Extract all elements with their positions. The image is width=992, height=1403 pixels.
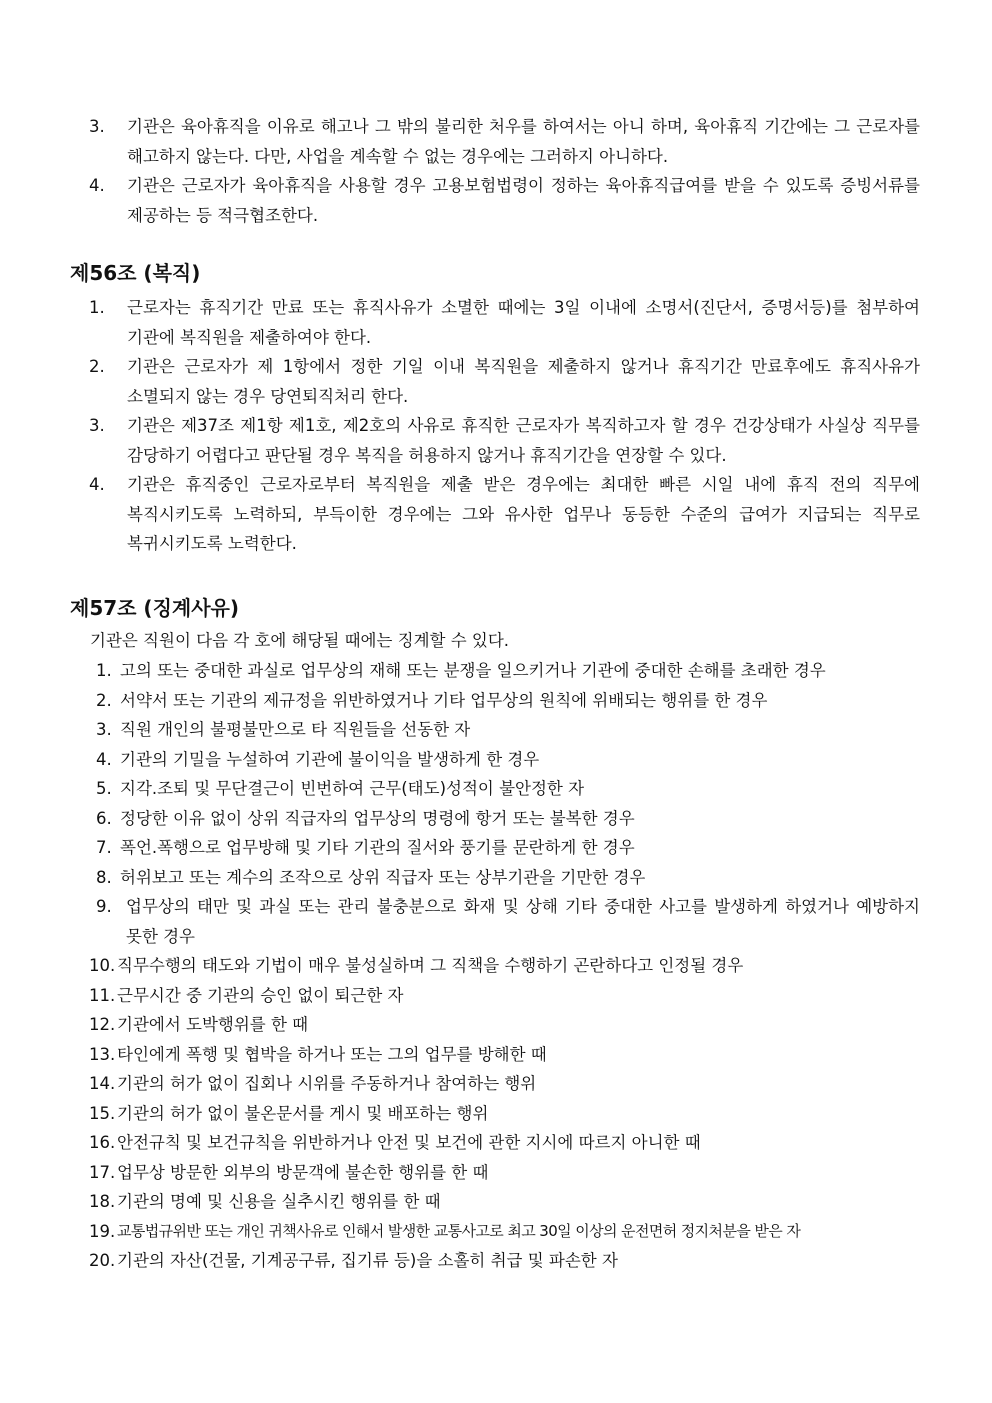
item-text: 직원 개인의 불평불만으로 타 직원들을 선동한 자 [120, 720, 471, 739]
list-item [89, 1069, 920, 1099]
list-item [89, 1217, 920, 1247]
item-number: 10. [89, 956, 116, 975]
article-57-intro: 기관은 직원이 다음 각 호에 해당될 때에는 징계할 수 있다. [90, 631, 510, 650]
item-text: 안전규칙 및 보건규칙을 위반하거나 안전 및 보건에 관한 지시에 따르지 아니한 때 [117, 1133, 701, 1152]
list-item [96, 804, 920, 834]
item-number: 5. [96, 779, 112, 798]
item-text: 기관은 근로자가 육아휴직을 사용할 경우 고용보험법령이 정하는 육아휴직급여를 받을 수 있도록 증빙서류를 제공하는 등 적극협조한다. [127, 176, 920, 225]
item-text: 기관은 근로자가 제 1항에서 정한 기일 이내 복직원을 제출하지 않거나 휴직기간 만료후에도 휴직사유가 소멸되지 않는 경우 당연퇴직처리 한다. [127, 357, 920, 406]
list-item [89, 411, 920, 470]
item-text: 고의 또는 중대한 과실로 업무상의 재해 또는 분쟁을 일으키거나 기관에 중대한 손해를 초래한 경우 [120, 661, 826, 680]
item-text: 교통법규위반 또는 개인 귀책사유로 인해서 발생한 교통사고로 최고 30일 이상의 운전면허 정지처분을 받은 자 [117, 1221, 801, 1240]
list-item [89, 1246, 920, 1276]
list-item [96, 833, 920, 863]
item-number: 16. [89, 1133, 116, 1152]
list-item [96, 686, 920, 716]
article-57-item-list [89, 656, 920, 1276]
item-number: 3. [89, 117, 105, 136]
item-number: 3. [89, 416, 105, 435]
list-item [89, 981, 920, 1011]
item-text: 서약서 또는 기관의 제규정을 위반하였거나 기타 업무상의 원칙에 위배되는 행위를 한 경우 [120, 690, 768, 710]
item-number: 20. [89, 1251, 116, 1270]
item-text: 기관의 허가 없이 집회나 시위를 주동하거나 참여하는 행위 [117, 1074, 537, 1093]
item-text: 업무상의 태만 및 과실 또는 관리 불충분으로 화재 및 상해 기타 중대한 사고를 발생하게 하였거나 예방하지 못한 경우 [126, 897, 920, 946]
list-item [89, 1040, 920, 1070]
list-item [96, 863, 920, 893]
item-text: 기관은 제37조 제1항 제1호, 제2호의 사유로 휴직한 근로자가 복직하고자 할 경우 건강상태가 사실상 직무를 감당하기 어렵다고 판단될 경우 복직을 허용하지 않거나 휴직기간을 연장할 수 있다. [127, 416, 920, 465]
list-item [96, 774, 920, 804]
list-item [96, 656, 920, 686]
item-number: 6. [96, 808, 112, 828]
item-text: 기관의 명예 및 신용을 실추시킨 행위를 한 때 [117, 1192, 441, 1211]
list-item [89, 171, 920, 230]
list-item [89, 352, 920, 411]
article-57-heading: 제57조 (징계사유) [70, 596, 239, 620]
list-item [89, 1099, 920, 1129]
item-number: 15. [89, 1103, 116, 1123]
list-item [89, 470, 920, 559]
item-number: 8. [96, 867, 112, 887]
list-item [89, 1010, 920, 1040]
list-item [96, 745, 920, 775]
item-number: 2. [96, 690, 112, 710]
item-text: 직무수행의 태도와 기법이 매우 불성실하며 그 직책을 수행하기 곤란하다고 인정될 경우 [117, 956, 744, 975]
list-item [96, 715, 920, 745]
item-number: 4. [96, 749, 112, 769]
list-item [89, 1187, 920, 1217]
item-number: 4. [89, 176, 105, 195]
item-text: 지각.조퇴 및 무단결근이 빈번하여 근무(태도)성적이 불안정한 자 [120, 779, 585, 798]
item-text: 업무상 방문한 외부의 방문객에 불손한 행위를 한 때 [117, 1162, 489, 1182]
item-number: 17. [89, 1162, 116, 1182]
item-text: 기관의 자산(건물, 기계공구류, 집기류 등)을 소홀히 취급 및 파손한 자 [117, 1251, 618, 1270]
item-number: 4. [89, 475, 105, 494]
item-number: 18. [89, 1192, 116, 1211]
item-text: 근로자는 휴직기간 만료 또는 휴직사유가 소멸한 때에는 3일 이내에 소명서(진단서, 증명서등)를 첨부하여 기관에 복직원을 제출하여야 한다. [127, 298, 920, 347]
item-text: 정당한 이유 없이 상위 직급자의 업무상의 명령에 항거 또는 불복한 경우 [120, 808, 635, 828]
list-item [89, 1128, 920, 1158]
top-item-list [89, 112, 920, 230]
item-number: 2. [89, 357, 105, 376]
list-item [89, 951, 920, 981]
list-item [89, 1158, 920, 1188]
item-text: 기관에서 도박행위를 한 때 [117, 1015, 309, 1034]
item-text: 기관은 휴직중인 근로자로부터 복직원을 제출 받은 경우에는 최대한 빠른 시일 내에 휴직 전의 직무에 복직시키도록 노력하되, 부득이한 경우에는 그와 유사한 업무나 동등한 수준의 급여가 지급되는 직무로 복귀시키도록 노력한다. [127, 475, 920, 553]
item-number: 14. [89, 1074, 116, 1093]
item-number: 11. [89, 985, 116, 1005]
item-text: 기관의 허가 없이 불온문서를 게시 및 배포하는 행위 [117, 1103, 489, 1123]
item-text: 타인에게 폭행 및 협박을 하거나 또는 그의 업무를 방해한 때 [117, 1044, 547, 1064]
list-item [96, 892, 920, 951]
item-number: 7. [96, 838, 112, 857]
item-number: 1. [89, 298, 105, 317]
article-56-item-list [89, 293, 920, 559]
item-number: 9. [96, 897, 112, 916]
item-number: 13. [89, 1044, 116, 1064]
item-text: 기관의 기밀을 누설하여 기관에 불이익을 발생하게 한 경우 [120, 749, 540, 769]
item-text: 허위보고 또는 계수의 조작으로 상위 직급자 또는 상부기관을 기만한 경우 [120, 867, 646, 887]
item-text: 근무시간 중 기관의 승인 없이 퇴근한 자 [117, 985, 404, 1005]
item-number: 1. [96, 661, 112, 680]
item-text: 폭언.폭행으로 업무방해 및 기타 기관의 질서와 풍기를 문란하게 한 경우 [120, 838, 635, 857]
item-text: 기관은 육아휴직을 이유로 해고나 그 밖의 불리한 처우를 하여서는 아니 하며, 육아휴직 기간에는 그 근로자를 해고하지 않는다. 다만, 사업을 계속할 수 없는 경우에는 그러하지 아니하다. [127, 117, 920, 166]
list-item [89, 293, 920, 352]
article-56-heading: 제56조 (복직) [70, 261, 201, 285]
list-item [89, 112, 920, 171]
item-number: 3. [96, 720, 112, 739]
item-number: 12. [89, 1015, 116, 1034]
item-number: 19. [89, 1221, 116, 1241]
